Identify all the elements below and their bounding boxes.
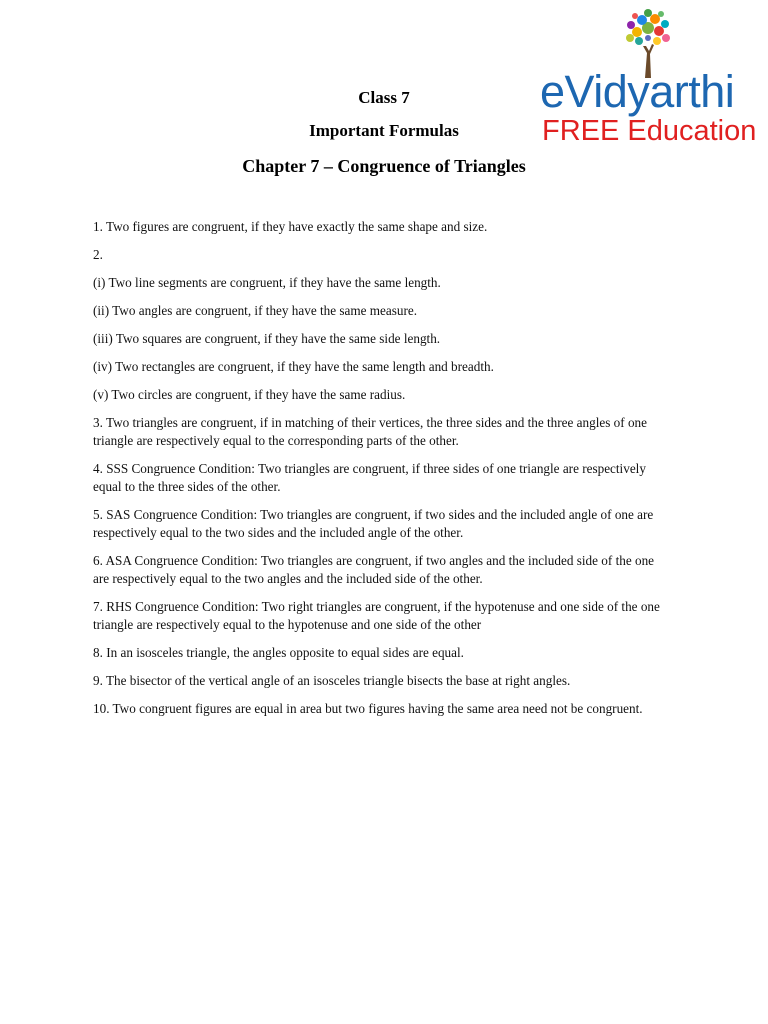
list-item: 6. ASA Congruence Condition: Two triangles are congruent, if two angles and the included side of the one are respectively equal to the two angles and the included side of the other. <box>93 553 655 586</box>
list-item: 7. RHS Congruence Condition: Two right triangles are congruent, if the hypotenuse and one side of the one triangle are respectively equal to the hypotenuse and one side of the other <box>93 599 660 632</box>
list-item: 3. Two triangles are congruent, if in matching of their vertices, the three sides and the three angles of one triangle are respectively equal to the corresponding parts of the other. <box>93 415 647 448</box>
evidyarthi-logo <box>540 8 755 148</box>
chapter-heading: Chapter 7 – Congruence of Triangles <box>242 156 526 176</box>
list-item: (iv) Two rectangles are congruent, if they have the same length and breadth. <box>93 359 494 374</box>
list-item: 5. SAS Congruence Condition: Two triangles are congruent, if two sides and the included angle of one are respectively equal to the two sides and the included angle of the other. <box>93 507 654 540</box>
subtitle-heading: Important Formulas <box>309 121 459 140</box>
class-heading: Class 7 <box>358 88 410 107</box>
list-item: 4. SSS Congruence Condition: Two triangles are congruent, if three sides of one triangle are respectively equal to the three sides of the other. <box>93 461 646 494</box>
list-item: 2. <box>93 247 103 262</box>
list-item: 10. Two congruent figures are equal in area but two figures having the same area need not be congruent. <box>93 701 643 716</box>
list-item: (v) Two circles are congruent, if they have the same radius. <box>93 387 406 402</box>
list-item: 1. Two figures are congruent, if they have exactly the same shape and size. <box>93 219 488 234</box>
list-item: 9. The bisector of the vertical angle of an isosceles triangle bisects the base at right angles. <box>93 673 571 688</box>
formula-list <box>93 218 673 728</box>
list-item: (i) Two line segments are congruent, if they have the same length. <box>93 275 441 290</box>
list-item: (iii) Two squares are congruent, if they have the same side length. <box>93 331 441 346</box>
logo-tagline-text: FREE Education <box>542 115 757 147</box>
list-item: (ii) Two angles are congruent, if they have the same measure. <box>93 303 418 318</box>
logo-brand-text: eVidyarthi <box>540 66 735 117</box>
list-item: 8. In an isosceles triangle, the angles opposite to equal sides are equal. <box>93 645 464 660</box>
